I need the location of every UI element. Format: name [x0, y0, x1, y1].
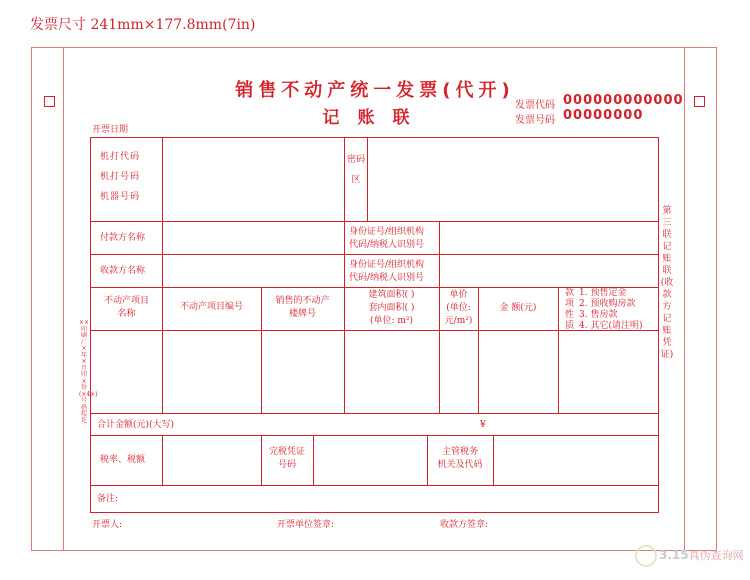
col-area-line2: 套内面积( )	[368, 303, 415, 313]
invoice-number-label: 发票号码	[515, 115, 555, 126]
col-items-prefix-1: 款	[565, 288, 575, 298]
cipher-area-label: 密码区	[346, 155, 365, 185]
payer-name-label: 付款方名称	[100, 233, 146, 243]
col-price-line3: 元/m²)	[444, 316, 473, 326]
watermark-text: 真伪查询网	[688, 549, 744, 562]
invoice-form-table	[90, 137, 659, 513]
total-amount-label: 合计金额(元)(大写)	[97, 420, 175, 430]
payer-id-label-line1: 身份证号/组织机构	[349, 227, 425, 237]
machine-serial-label: 机器号码	[100, 192, 141, 202]
col-property-number: 不动产项目编号	[179, 302, 243, 312]
payee-name-label: 收款方名称	[100, 266, 146, 276]
tax-voucher-line2: 号码	[277, 460, 296, 470]
tax-authority-line1: 主管税务	[441, 447, 478, 457]
col-property-name-line2: 名称	[117, 309, 136, 319]
issuer-unit-sign-label: 开票单位签章:	[277, 520, 335, 530]
col-property-name-line1: 不动产项目	[103, 296, 149, 306]
col-building-line2: 楼牌号	[288, 309, 316, 319]
col-item-4: 4. 其它(请注明)	[579, 321, 643, 331]
invoice-size-note: 发票尺寸 241mm×177.8mm(7in)	[30, 17, 256, 33]
payee-id-label-line1: 身份证号/组织机构	[349, 260, 425, 270]
issuer-label: 开票人:	[92, 520, 123, 530]
machine-number-label: 机打号码	[100, 172, 141, 182]
watermark	[635, 545, 744, 567]
col-area-line1: 建筑面积( )	[368, 290, 415, 300]
col-building-line1: 销售的不动产	[275, 296, 330, 306]
issue-date-label: 开票日期	[92, 125, 129, 135]
tick-mark	[716, 47, 717, 75]
payee-sign-label: 收款方签章:	[440, 520, 489, 530]
col-items-prefix-2: 项	[565, 299, 575, 309]
total-currency-symbol: ¥	[480, 420, 486, 430]
col-price-line1: 单价	[449, 290, 468, 300]
col-price-line2: (单位:	[446, 303, 471, 313]
watermark-number: 3.15	[659, 548, 689, 562]
remarks-label: 备注:	[97, 494, 119, 504]
printer-side-label: ××印刷厂 ×年×月印×份(×4×)号码起讫	[79, 319, 98, 424]
payee-id-label-line2: 代码/纳税人识别号	[349, 273, 425, 283]
invoice-copy-type: 记账联	[322, 108, 428, 128]
invoice-number-value: 00000000	[563, 108, 644, 123]
invoice-code-value: 000000000000	[563, 93, 684, 108]
col-item-3: 3. 售房款	[579, 310, 618, 320]
tick-mark	[31, 47, 32, 75]
machine-code-label: 机打代码	[100, 152, 141, 162]
invoice-title: 销售不动产统一发票(代开)	[235, 80, 515, 101]
col-items-prefix-4: 质	[565, 321, 575, 331]
payer-id-label-line2: 代码/纳税人识别号	[349, 240, 425, 250]
invoice-code-label: 发票代码	[515, 100, 555, 111]
col-area-line3: (单位: m²)	[369, 316, 414, 326]
col-items-prefix-3: 性	[565, 310, 575, 320]
watermark-logo-icon	[635, 545, 657, 567]
col-item-2: 2. 预收购房款	[579, 299, 636, 309]
col-item-1: 1. 预售定金	[579, 288, 627, 298]
col-amount: 金 额(元)	[499, 303, 537, 313]
copy-side-label: 第三联 记账联(收款方记账凭证)	[660, 206, 674, 360]
tax-voucher-line1: 完税凭证	[268, 447, 305, 457]
tax-authority-line2: 机关及代码	[437, 460, 483, 470]
tax-rate-label: 税率、税额	[100, 455, 146, 465]
